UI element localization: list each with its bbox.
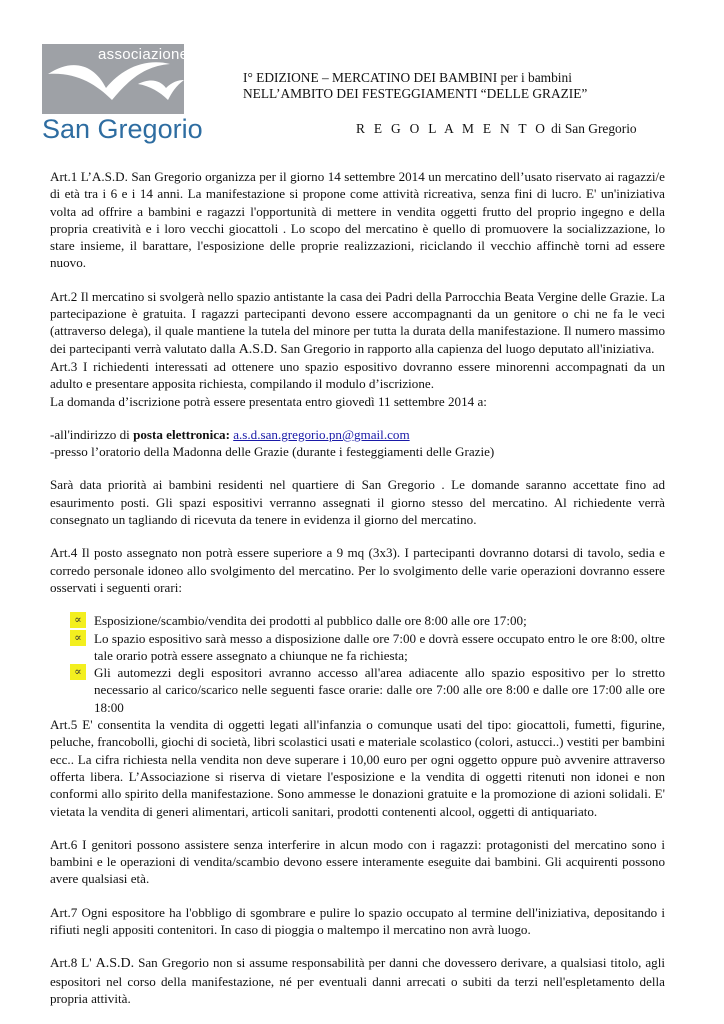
bullet-icon: ∝ xyxy=(70,630,86,646)
article-4: Art.4 Il posto assegnato non potrà essere superiore a 9 mq (3x3). I partecipanti dovranno dotarsi di tavolo, sedia e corredo personale idoneo allo svolgimento del mercatino. Per lo svolgimento delle varie operazioni dovranno essere osservati i seguenti orari: xyxy=(50,545,665,595)
list-item-text: Esposizione/scambio/vendita dei prodotti al pubblico dalle ore 8:00 alle ore 17:00; xyxy=(94,613,527,629)
contact-oratory-line: -presso l’oratorio della Madonna delle Grazie (durante i festeggiamenti delle Grazie) xyxy=(50,444,495,460)
bullet-icon: ∝ xyxy=(70,612,86,628)
email-link[interactable]: a.s.d.san.gregorio.pn@gmail.com xyxy=(233,426,410,442)
document-body xyxy=(50,168,665,1007)
logo-association-word: associazione xyxy=(98,46,189,63)
regolamento-word: R E G O L A M E N T O xyxy=(356,121,548,136)
article-2-text-a: Art.2 Il mercatino si svolgerà nello spazio antistante la casa dei Padri della Parrocchia Beata Vergine delle Grazie. La partecipazione è gratuita. I ragazzi partecipanti devono essere accompagnanti da un genitore o chi ne fa le veci (attraverso delega), il quale mantiene la tutela del minore per tutta la durata della manifestazione. Il numero massimo dei partecipanti verrà valutato dalla xyxy=(50,288,665,356)
article-1: Art.1 L’A.S.D. San Gregorio organizza per il giorno 14 settembre 2014 un mercatino dell’usato riservato ai ragazzi/e di età tra i 6 e i 14 anni. La manifestazione si propone come attività ricreativa, senza fini di lucro. E' un'iniziativa volta ad offrire a bambini e ragazzi l'opportunità di mettere in vendita oggetti frutto del proprio ingegno e della propria creatività e i loro vecchi giocattoli . Lo scopo del mercatino è quello di promuovere la socializzazione, lo stare insieme, il barattare, l'esposizione delle proprie realizzazioni, riciclando il vecchio affinchè torni ad essere nuovo. xyxy=(50,169,665,271)
header-line-2: NELL’AMBITO DEI FESTEGGIAMENTI “DELLE GRAZIE” xyxy=(243,86,588,101)
document-header xyxy=(243,70,587,102)
article-6: Art.6 I genitori possono assistere senza interferire in alcun modo con i ragazzi: protagonisti del mercatino sono i bambini e le operazioni di vendita/scambio devono essere interamente eseguite dai bambini. Gli acquirenti possono avere qualsiasi età. xyxy=(50,836,665,887)
article-7: Art.7 Ogni espositore ha l'obbligo di sgombrare e pulire lo spazio occupato al termine dell'iniziativa, depositando i rifiuti negli appositi contenitori. In caso di pioggia o maltempo il mercatino non avrà luogo. xyxy=(50,904,665,937)
list-item-text: Gli automezzi degli espositori avranno accesso all'area adiacente allo spazio espositivo per lo stretto necessario al carico/scarico nelle seguenti fasce orarie: dalle ore 7:00 alle ore 8:00 e dalle ore 17:00 alle ore 18:00 xyxy=(94,665,665,715)
logo-name: San Gregorio xyxy=(42,114,203,144)
article-8-text-b: San Gregorio non si assume responsabilità per danni che dovessero derivare, a qualsiasi titolo, agli espositori nel corso della manifestazione, né per eventuali danni arrecati o subiti da terzi nell'espletamento della propria attività. xyxy=(50,955,665,1006)
regolamento-suffix: di San Gregorio xyxy=(547,121,637,136)
header-line-1: I° EDIZIONE – MERCATINO DEI BAMBINI per i bambini xyxy=(243,70,572,85)
article-2 xyxy=(50,288,665,358)
list-item-text: Lo spazio espositivo sarà messo a disposizione dalle ore 7:00 e dovrà essere occupato entro le ore 8:00, oltre tale orario potrà essere assegnato a chiunque ne fa richiesta; xyxy=(94,630,665,663)
list-item xyxy=(50,664,665,716)
schedule-list xyxy=(50,612,665,716)
priority-paragraph: Sarà data priorità ai bambini residenti nel quartiere di San Gregorio . Le domande saranno accettate fino ad esaurimento posti. Gli spazi espositivi verranno assegnati il giorno stesso del mercatino. Al richiedente verrà consegnato un tagliando di ricevuta da tenere in evidenza il giorno del mercatino. xyxy=(50,477,665,528)
list-item xyxy=(50,612,665,629)
email-label: posta elettronica: xyxy=(133,426,230,442)
article-2-asd: A.S.D. xyxy=(238,341,278,357)
list-item xyxy=(50,630,665,665)
email-prefix: -all'indirizzo di xyxy=(50,426,134,442)
association-logo xyxy=(42,44,203,148)
article-5: Art.5 E' consentita la vendita di oggetti legati all'infanzia o comunque usati del tipo: giocattoli, fumetti, figurine, peluche, francobolli, giochi di società, libri scolastici usati e materiale scolastico (colori, astucci..) vestiti per bambini ecc.. La cifra richiesta nella vendita non deve superare i 10,00 euro per ogni oggetto oppure può avvenire attraverso offerta libera. L’Associazione si riserva di vietare l'esposizione e la vendita di oggetti ritenuti non idonei e non conformi allo spirito della manifestazione. Sono ammesse le donazioni gratuite e la promozione di azioni solidali. E' vietata la vendita di generi alimentari, articoli sanitari, prodotti contenenti alcool, oggetti di antiquariato. xyxy=(50,717,665,819)
regolamento-title xyxy=(356,121,637,137)
logo-background xyxy=(42,44,189,114)
article-8-asd: A.S.D. xyxy=(95,956,135,972)
article-2-text-b: San Gregorio in rapporto alla capienza del luogo deputato all'iniziativa. xyxy=(277,340,655,356)
article-8 xyxy=(50,954,665,1007)
bullet-icon: ∝ xyxy=(70,664,86,680)
article-8-text-a: Art.8 L' xyxy=(50,955,96,971)
article-3: Art.3 I richiedenti interessati ad ottenere uno spazio espositivo dovranno essere minorenni accompagnati da un adulto e presentare apposita richiesta, compilando il modulo d’iscrizione. xyxy=(50,358,665,392)
contact-email-line xyxy=(50,426,665,443)
article-3-deadline: La domanda d’iscrizione potrà essere presentata entro giovedì 11 settembre 2014 a: xyxy=(50,393,487,409)
